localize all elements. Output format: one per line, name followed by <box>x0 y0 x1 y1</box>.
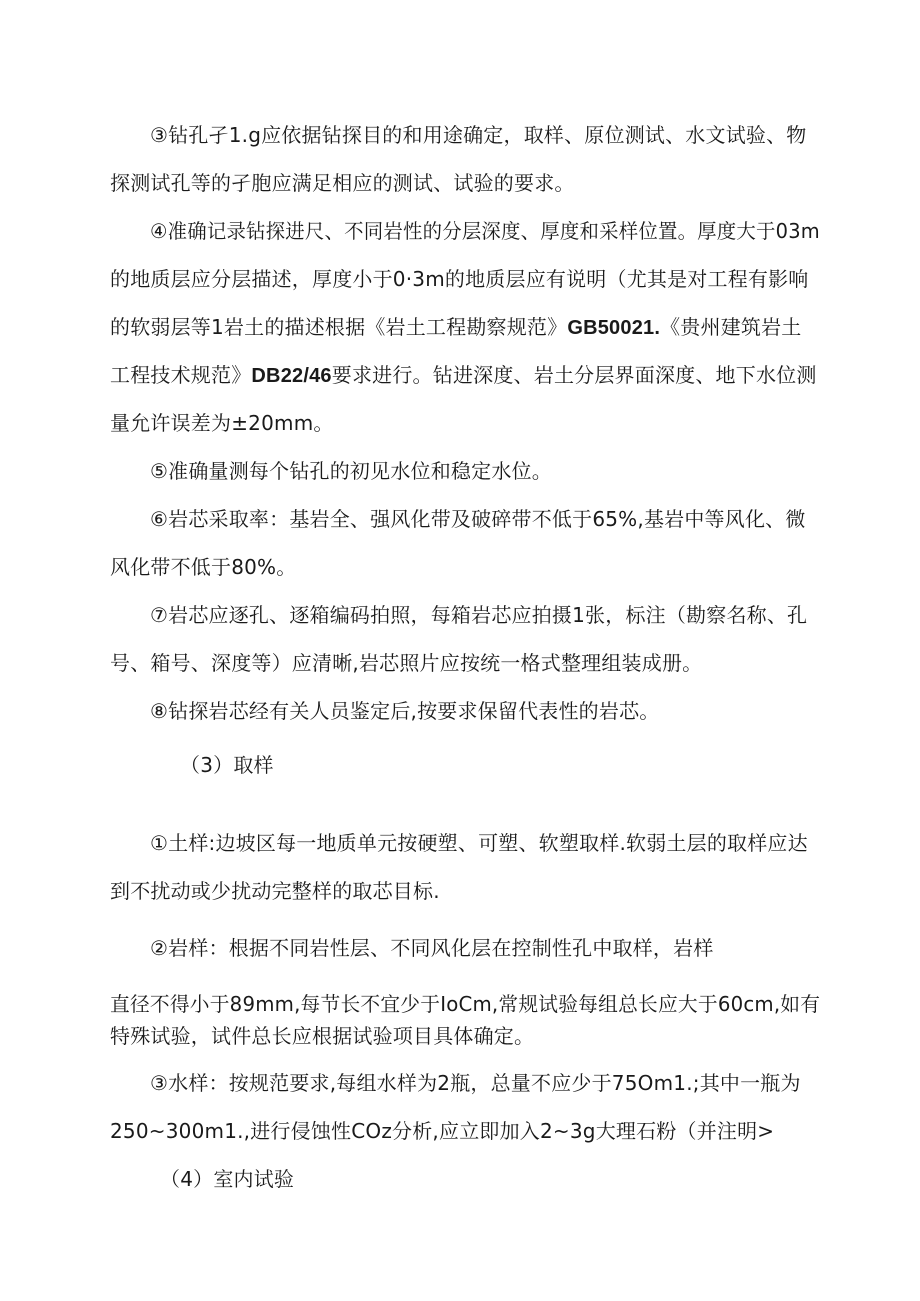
item4-line4 <box>110 362 817 389</box>
item4-line1: ④准确记录钻探进尺、不同岩性的分层深度、厚度和采样位置。厚度大于03m <box>150 219 820 243</box>
item3-line1: ③钻孔孑1.g应依据钻探目的和用途确定，取样、原位测试、水文试验、物 <box>150 123 807 147</box>
item5-line: ⑤准确量测每个钻孔的初见水位和稳定水位。 <box>150 459 552 483</box>
item7-line2: 号、箱号、深度等）应清晰,岩芯照片应按统一格式整理组装成册。 <box>110 651 703 675</box>
item4-line5: 量允许误差为±20mm。 <box>110 411 334 435</box>
sample3-line1: ③水样：按规范要求,每组水样为2瓶，总量不应少于75Om1.;其中一瓶为 <box>150 1071 801 1095</box>
item7-line1: ⑦岩芯应逐孔、逐箱编码拍照，每箱岩芯应拍摄1张，标注（勘察名称、孔 <box>150 603 808 627</box>
item4-line4-tail: 要求进行。钻进深度、岩土分层界面深度、地下水位测 <box>331 363 817 387</box>
standard-code-gb50021: GB50021. <box>567 317 661 339</box>
sample1-line2: 到不扰动或少扰动完整样的取芯目标. <box>110 879 440 903</box>
item4-line3-text: 的软弱层等1岩土的描述根据《岩土工程勘察规范》 <box>110 315 568 339</box>
item4-line3-tail: 《贵州建筑岩土 <box>660 315 802 339</box>
sample1-line1: ①土样:边坡区每一地质单元按硬塑、可塑、软塑取样.软弱土层的取样应达 <box>150 831 808 855</box>
item3-line2: 探测试孔等的孑胞应满足相应的测试、试验的要求。 <box>110 171 575 195</box>
item6-line2: 风化带不低于80%。 <box>110 555 297 579</box>
sample2-line1: ②岩样：根据不同岩性层、不同风化层在控制性孔中取样，岩样 <box>150 936 714 960</box>
sample2-line2: 直径不得小于89mm,每节长不宜少于IoCm,常规试验每组总长应大于60cm,如有 <box>110 992 821 1016</box>
sample2-line3: 特殊试验，试件总长应根据试验项目具体确定。 <box>110 1024 535 1048</box>
standard-code-db22-46: DB22/46 <box>251 365 332 387</box>
item6-line1: ⑥岩芯采取率：基岩全、强风化带及破碎带不低于65%,基岩中等风化、微 <box>150 507 806 531</box>
item4-line2: 的地质层应分层描述，厚度小于0·3m的地质层应有说明（尤其是对工程有影响 <box>110 267 809 291</box>
section-heading-lab-tests: （4）室内试验 <box>160 1167 295 1191</box>
section-heading-sampling: （3）取样 <box>180 753 274 777</box>
item4-line3 <box>110 314 802 341</box>
sample3-line2: 250~300m1.,进行侵蚀性COz分析,应立即加入2~3g大理石粉（并注明> <box>110 1119 775 1143</box>
item8-line: ⑧钻探岩芯经有关人员鉴定后,按要求保留代表性的岩芯。 <box>150 699 660 723</box>
item4-line4-head: 工程技术规范》 <box>110 363 252 387</box>
